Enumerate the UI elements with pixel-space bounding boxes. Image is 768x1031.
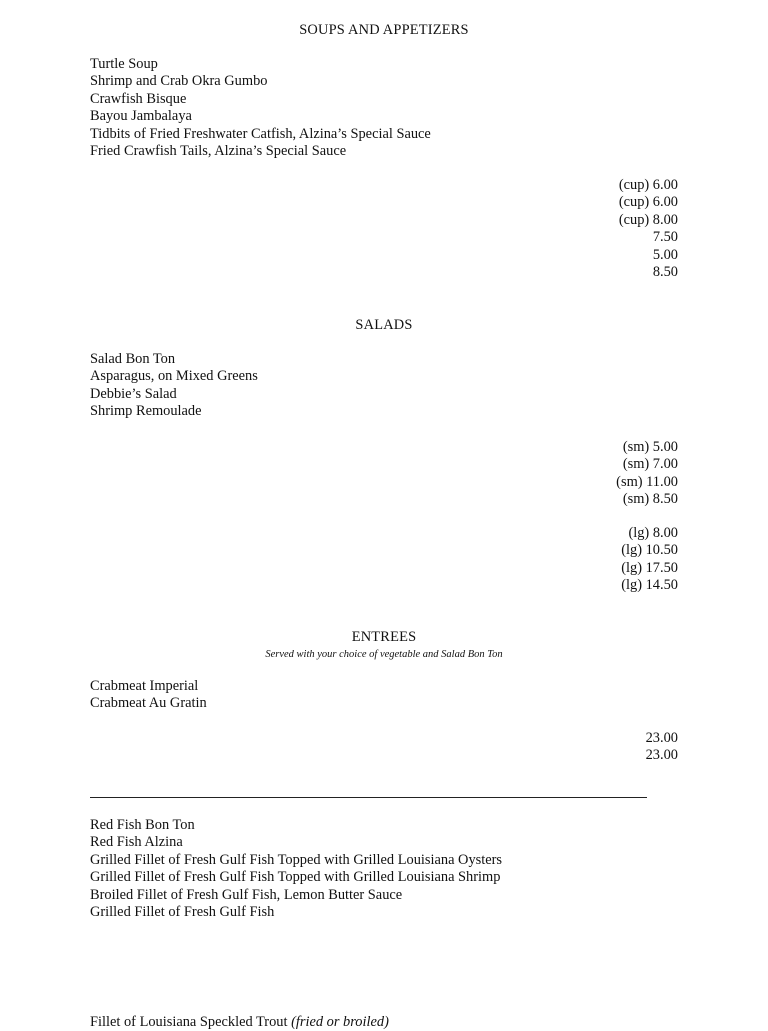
menu-price: (lg) 10.50: [621, 542, 678, 559]
menu-item: Grilled Fillet of Fresh Gulf Fish Topped with Grilled Louisiana Shrimp: [90, 869, 501, 886]
entrees-note: Served with your choice of vegetable and Salad Bon Ton: [265, 649, 503, 660]
menu-item: Crabmeat Au Gratin: [90, 695, 207, 712]
menu-price: (sm) 8.50: [622, 491, 678, 508]
menu-item: Debbie’s Salad: [90, 385, 177, 402]
menu-price: (lg) 8.00: [628, 525, 678, 541]
menu-item: Red Fish Bon Ton: [90, 817, 195, 833]
menu-price: 7.50: [652, 229, 678, 246]
menu-item: Shrimp Remoulade: [90, 403, 202, 420]
menu-item: Crabmeat Imperial: [90, 678, 199, 694]
menu-item-note: (fried or broiled): [291, 1014, 389, 1030]
menu-price: 23.00: [645, 730, 678, 746]
menu-item: Fried Crawfish Tails, Alzina’s Special Sauce: [90, 143, 347, 160]
section-divider: [90, 797, 647, 798]
menu-price: (cup) 6.00: [618, 177, 678, 193]
menu-item: Tidbits of Fried Freshwater Catfish, Alzina’s Special Sauce: [90, 125, 431, 142]
menu-price: (sm) 5.00: [622, 439, 678, 455]
entrees-heading: ENTREES: [351, 629, 417, 645]
salads-heading: SALADS: [355, 317, 413, 333]
menu-item: Turtle Soup: [90, 56, 158, 72]
menu-price: (sm) 11.00: [616, 473, 678, 490]
menu-item: Bayou Jambalaya: [90, 108, 192, 125]
menu-price: 23.00: [645, 747, 678, 764]
salads-small-price-list: [616, 439, 678, 509]
entrees-crab-item-list: [90, 678, 207, 713]
menu-item: Crawfish Bisque: [90, 90, 187, 107]
menu-price: 8.50: [652, 264, 678, 281]
menu-price: (lg) 17.50: [621, 559, 678, 576]
menu-price: (cup) 8.00: [618, 211, 678, 228]
menu-price: (lg) 14.50: [621, 577, 678, 594]
trout-item: [90, 1014, 389, 1031]
menu-price: 5.00: [652, 246, 678, 263]
salads-item-list: [90, 351, 258, 421]
soups-price-list: [619, 177, 678, 281]
menu-price: (sm) 7.00: [622, 456, 678, 473]
soups-heading: SOUPS AND APPETIZERS: [299, 22, 469, 38]
soups-item-list: [90, 56, 431, 160]
menu-item: Grilled Fillet of Fresh Gulf Fish: [90, 904, 275, 921]
entrees-crab-price-list: [646, 730, 678, 765]
menu-item: Broiled Fillet of Fresh Gulf Fish, Lemon Butter Sauce: [90, 886, 403, 903]
menu-item: Shrimp and Crab Okra Gumbo: [90, 73, 268, 90]
menu-item: Fillet of Louisiana Speckled Trout: [90, 1014, 288, 1030]
menu-price: (cup) 6.00: [618, 194, 678, 211]
menu-item: Asparagus, on Mixed Greens: [90, 368, 258, 385]
menu-item: Red Fish Alzina: [90, 834, 183, 851]
salads-large-price-list: [621, 525, 678, 595]
menu-item: Grilled Fillet of Fresh Gulf Fish Topped with Grilled Louisiana Oysters: [90, 851, 503, 868]
menu-item: Salad Bon Ton: [90, 351, 176, 367]
entrees-fish-item-list: [90, 817, 502, 921]
